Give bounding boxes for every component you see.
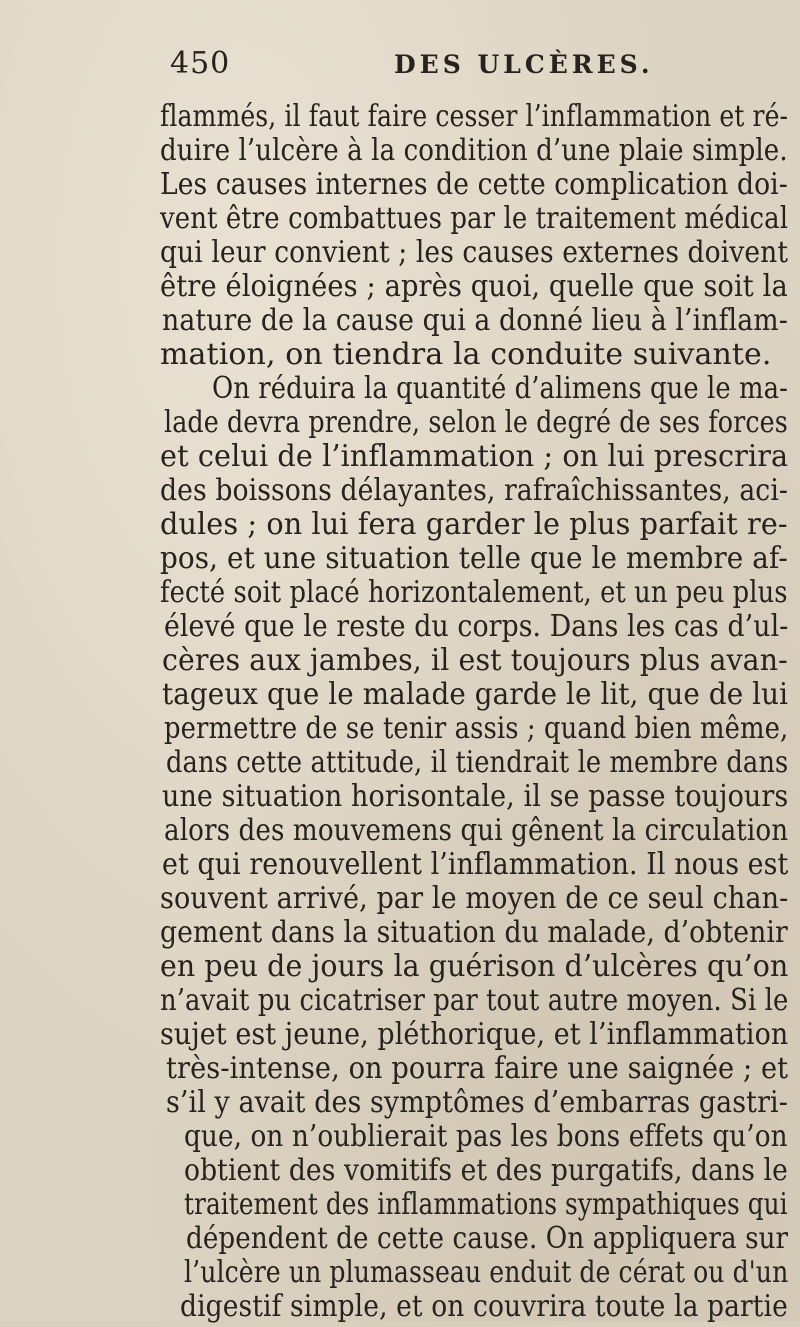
page-number: 450 [170,46,231,81]
text-line: mation, on tiendra la conduite suivante. [160,337,772,372]
text-line: digestif simple, et on couvrira toute la partie [180,1289,788,1324]
text-line: traitement des inflammations sympathiques qui [184,1187,788,1222]
text-line: obtient des vomitifs et des purgatifs, dans le [184,1153,788,1188]
text-line: gement dans la situation du malade, d’obtenir [160,915,788,950]
text-line: nature de la cause qui a donné lieu à l’inflam- [162,303,788,338]
text-line: des boissons délayantes, rafraîchissantes, aci- [160,473,789,508]
text-line: Les causes internes de cette complication doi- [160,167,788,202]
paragraph-start-line: On réduira la quantité d’alimens que le ma- [212,371,788,406]
text-line: s’il y avait des symptômes d’embarras gastri- [166,1085,788,1120]
text-line: très-intense, on pourra faire une saignée ; et [166,1051,789,1086]
text-line: être éloignées ; après quoi, quelle que soit la [160,269,788,304]
text-line: fecté soit placé horizontalement, et un peu plus [160,575,788,610]
text-line: élevé que le reste du corps. Dans les cas d’ul- [164,609,789,644]
text-line: pos, et une situation telle que le membre af- [160,541,788,576]
text-line: dans cette attitude, il tiendrait le membre dans [166,745,789,780]
text-line: souvent arrivé, par le moyen de ce seul chan- [160,881,789,916]
text-line: qui leur convient ; les causes externes doivent [160,235,789,270]
text-line: sujet est jeune, pléthorique, et l’inflammation [160,1017,789,1052]
text-line: dépendent de cette cause. On appliquera sur [186,1221,789,1256]
text-line: alors des mouvemens qui gênent la circulation [164,813,789,848]
text-line: que, on n’oublierait pas les bons effets qu’on [184,1119,788,1154]
running-title: DES ULCÈRES. [394,50,654,79]
text-line: cères aux jambes, il est toujours plus avan- [162,643,788,678]
text-line: une situation horisontale, il se passe toujours [162,779,789,814]
text-line: dules ; on lui fera garder le plus parfait re- [160,507,788,542]
text-line: tageux que le malade garde le lit, que de lui [162,677,789,712]
text-line: n’avait pu cicatriser par tout autre moyen. Si le [160,983,789,1018]
text-line: duire l’ulcère à la condition d’une plaie simple. [160,133,788,168]
text-line: permettre de se tenir assis ; quand bien même, [164,711,789,746]
text-line: en peu de jours la guérison d’ulcères qu’on [160,949,789,984]
text-line: l’ulcère un plumasseau enduit de cérat ou d'un [184,1255,789,1290]
text-line: et qui renouvellent l’inflammation. Il nous est [162,847,789,882]
text-line: lade devra prendre, selon le degré de ses forces [164,405,788,440]
page-header [164,40,800,88]
text-line: et celui de l’inflammation ; on lui prescrira [160,439,789,474]
text-line: flammés, il faut faire cesser l’inflammation et ré- [160,99,789,134]
text-line: vent être combattues par le traitement médical [160,201,789,236]
